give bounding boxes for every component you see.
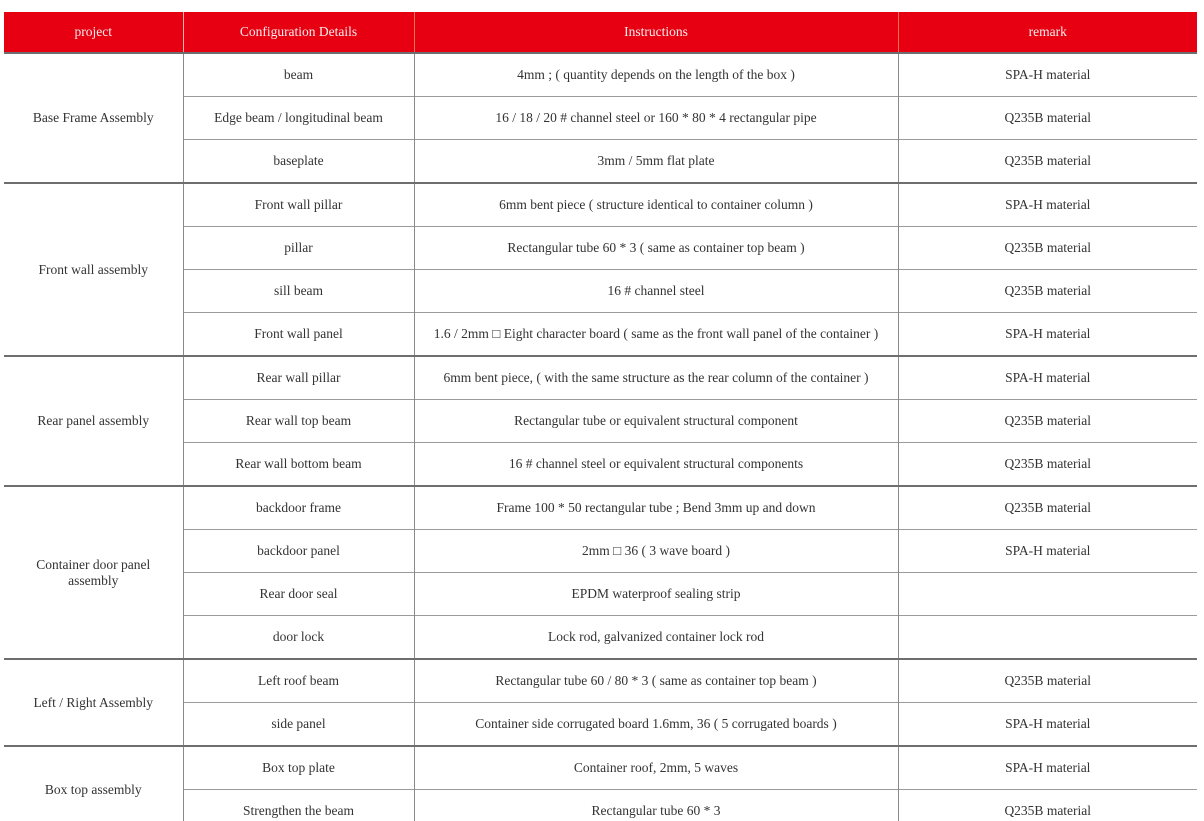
table-row: [4, 140, 1197, 184]
remark-cell: SPA-H material: [898, 356, 1197, 400]
remark-cell: Q235B material: [898, 790, 1197, 821]
config-cell: Left roof beam: [183, 659, 414, 703]
config-cell: door lock: [183, 616, 414, 660]
instructions-cell: Rectangular tube 60 * 3: [414, 790, 898, 821]
table-row: [4, 790, 1197, 821]
table-row: [4, 183, 1197, 227]
instructions-cell: 6mm bent piece, ( with the same structure as the rear column of the container ): [414, 356, 898, 400]
table-row: [4, 486, 1197, 530]
config-cell: Rear wall bottom beam: [183, 443, 414, 487]
table-row: [4, 616, 1197, 660]
config-cell: backdoor panel: [183, 530, 414, 573]
config-cell: Edge beam / longitudinal beam: [183, 97, 414, 140]
table-row: [4, 530, 1197, 573]
remark-cell: [898, 616, 1197, 660]
remark-cell: SPA-H material: [898, 746, 1197, 790]
remark-cell: SPA-H material: [898, 703, 1197, 747]
config-cell: Front wall panel: [183, 313, 414, 357]
config-cell: sill beam: [183, 270, 414, 313]
remark-cell: Q235B material: [898, 486, 1197, 530]
instructions-cell: Container side corrugated board 1.6mm, 36 ( 5 corrugated boards ): [414, 703, 898, 747]
col-header-remark: remark: [898, 12, 1197, 53]
table-row: [4, 97, 1197, 140]
remark-cell: Q235B material: [898, 227, 1197, 270]
remark-cell: Q235B material: [898, 97, 1197, 140]
remark-cell: Q235B material: [898, 659, 1197, 703]
instructions-cell: Rectangular tube 60 * 3 ( same as container top beam ): [414, 227, 898, 270]
config-cell: Box top plate: [183, 746, 414, 790]
table-row: [4, 400, 1197, 443]
col-header-instructions: Instructions: [414, 12, 898, 53]
config-cell: Front wall pillar: [183, 183, 414, 227]
table-row: [4, 53, 1197, 97]
config-cell: baseplate: [183, 140, 414, 184]
remark-cell: SPA-H material: [898, 183, 1197, 227]
project-cell: Rear panel assembly: [4, 356, 183, 486]
instructions-cell: 2mm □ 36 ( 3 wave board ): [414, 530, 898, 573]
instructions-cell: EPDM waterproof sealing strip: [414, 573, 898, 616]
remark-cell: SPA-H material: [898, 53, 1197, 97]
instructions-cell: Lock rod, galvanized container lock rod: [414, 616, 898, 660]
config-cell: backdoor frame: [183, 486, 414, 530]
col-header-project: project: [4, 12, 183, 53]
config-cell: Rear wall pillar: [183, 356, 414, 400]
remark-cell: Q235B material: [898, 270, 1197, 313]
table-row: [4, 270, 1197, 313]
project-cell: Base Frame Assembly: [4, 53, 183, 183]
project-cell: Box top assembly: [4, 746, 183, 821]
instructions-cell: Rectangular tube 60 / 80 * 3 ( same as container top beam ): [414, 659, 898, 703]
instructions-cell: Container roof, 2mm, 5 waves: [414, 746, 898, 790]
remark-cell: Q235B material: [898, 140, 1197, 184]
remark-cell: [898, 573, 1197, 616]
remark-cell: SPA-H material: [898, 530, 1197, 573]
instructions-cell: 1.6 / 2mm □ Eight character board ( same as the front wall panel of the container ): [414, 313, 898, 357]
remark-cell: SPA-H material: [898, 313, 1197, 357]
config-cell: pillar: [183, 227, 414, 270]
remark-cell: Q235B material: [898, 443, 1197, 487]
project-cell: Left / Right Assembly: [4, 659, 183, 746]
table-row: [4, 313, 1197, 357]
project-cell: Container door panel assembly: [4, 486, 183, 659]
col-header-config: Configuration Details: [183, 12, 414, 53]
remark-cell: Q235B material: [898, 400, 1197, 443]
instructions-cell: Frame 100 * 50 rectangular tube ; Bend 3mm up and down: [414, 486, 898, 530]
config-cell: Rear wall top beam: [183, 400, 414, 443]
table-row: [4, 703, 1197, 747]
config-cell: side panel: [183, 703, 414, 747]
instructions-cell: Rectangular tube or equivalent structural component: [414, 400, 898, 443]
table-row: [4, 573, 1197, 616]
instructions-cell: 16 # channel steel or equivalent structural components: [414, 443, 898, 487]
instructions-cell: 16 / 18 / 20 # channel steel or 160 * 80 * 4 rectangular pipe: [414, 97, 898, 140]
project-cell: Front wall assembly: [4, 183, 183, 356]
instructions-cell: 16 # channel steel: [414, 270, 898, 313]
config-cell: Strengthen the beam: [183, 790, 414, 821]
table-row: [4, 746, 1197, 790]
spec-table: [4, 12, 1197, 821]
config-cell: beam: [183, 53, 414, 97]
table-row: [4, 227, 1197, 270]
instructions-cell: 3mm / 5mm flat plate: [414, 140, 898, 184]
table-header-row: [4, 12, 1197, 53]
table-row: [4, 659, 1197, 703]
table-row: [4, 443, 1197, 487]
table-row: [4, 356, 1197, 400]
instructions-cell: 4mm ; ( quantity depends on the length of the box ): [414, 53, 898, 97]
config-cell: Rear door seal: [183, 573, 414, 616]
instructions-cell: 6mm bent piece ( structure identical to container column ): [414, 183, 898, 227]
